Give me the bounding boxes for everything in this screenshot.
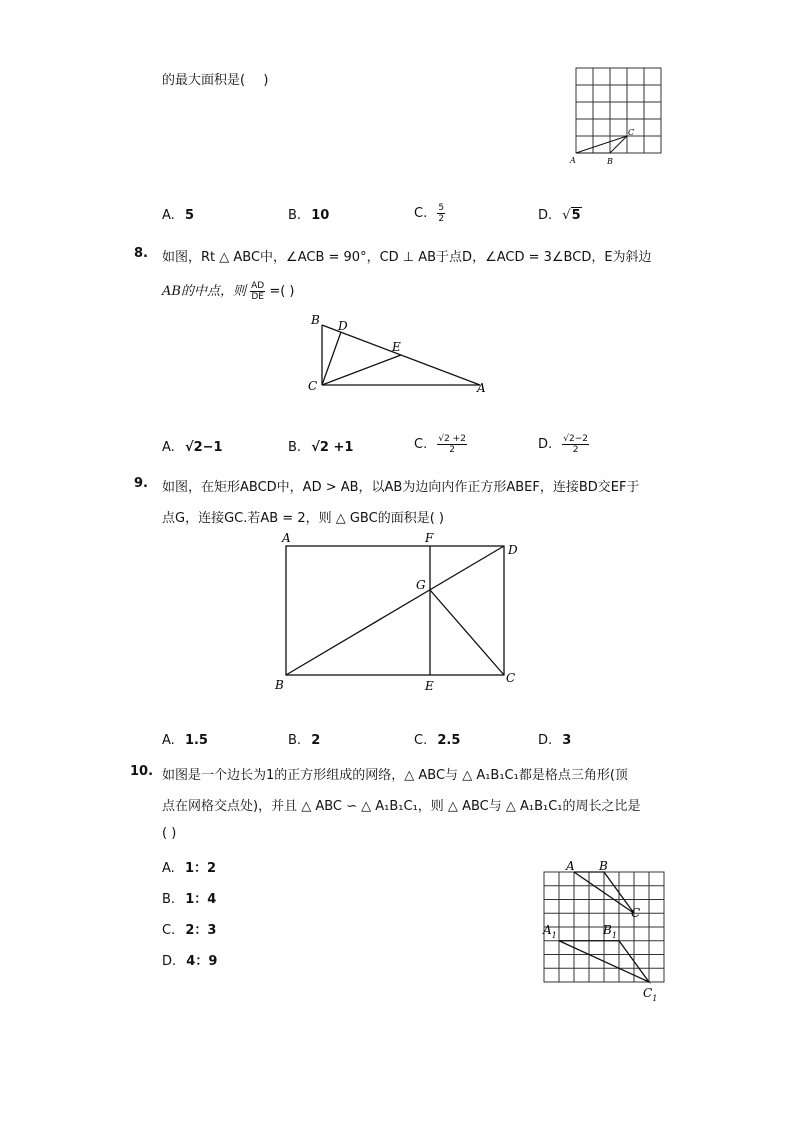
fraction-numerator: 5 (438, 203, 445, 213)
q10-label-c: C (631, 906, 641, 920)
fraction-denominator: DE (251, 292, 264, 302)
q8-number: 8. (134, 246, 148, 261)
option-label: D. (162, 954, 177, 969)
radicand: 5 (571, 208, 581, 223)
option-label: A. (162, 440, 175, 455)
q8-option-a[interactable] (162, 440, 223, 455)
q10-number: 10. (130, 764, 154, 779)
q7-grid-figure (566, 62, 666, 170)
label-letter: B (603, 923, 612, 937)
option-fraction (562, 434, 589, 455)
option-fraction (437, 203, 445, 224)
label-subscript: 1 (652, 994, 658, 1003)
option-label: B. (288, 733, 302, 748)
option-label: D. (538, 437, 553, 452)
label-subscript: 1 (611, 931, 617, 940)
fraction-numerator: √2−2 (563, 434, 589, 444)
q7-label-c: C (628, 128, 635, 137)
q7-label-b: B (607, 157, 613, 166)
option-value: 2：3 (185, 923, 217, 938)
option-label: B. (288, 208, 302, 223)
q10-option-b[interactable] (162, 888, 216, 907)
q7-stem-close: ) (263, 73, 269, 88)
option-value: 5 (184, 208, 194, 223)
q8-label-c: C (308, 379, 318, 393)
option-value: 10 (311, 208, 330, 223)
q10-grid-figure (535, 856, 670, 1006)
option-value: 1.5 (184, 733, 208, 748)
q10-stem-line1: 如图是一个边长为1的正方形组成的网络，△ ABC与 △ A₁B₁C₁都是格点三角形(顶 (162, 768, 628, 783)
q8-label-a: A (477, 381, 486, 395)
option-label: D. (538, 208, 553, 223)
option-label: A. (162, 861, 175, 876)
q9-label-a: A (282, 531, 291, 545)
option-fraction (437, 434, 467, 455)
q9-option-a[interactable] (162, 733, 208, 748)
fraction-numerator: √2 +2 (438, 434, 466, 444)
q9-label-g: G (416, 578, 426, 592)
q9-label-f: F (425, 531, 434, 545)
q10-label-b: B (599, 859, 608, 873)
label-subscript: 1 (551, 931, 557, 940)
q7-triangle (576, 136, 627, 153)
q8-stem-line1: 如图，Rt △ ABC中，∠ACB = 90°，CD ⊥ AB于点D，∠ACD = 3∠BCD，E为斜边 (162, 250, 652, 265)
q8-triangle-figure (305, 310, 495, 396)
option-value: 2 (311, 733, 321, 748)
label-letter: A (543, 923, 552, 937)
option-value: 2.5 (437, 733, 461, 748)
radical-sign: √ (562, 208, 571, 223)
q7-option-d[interactable] (538, 208, 582, 223)
q7-option-c[interactable] (414, 203, 445, 224)
q9-label-b: B (275, 678, 284, 692)
q8-label-e: E (392, 340, 401, 354)
q8-stem-line2 (162, 280, 295, 302)
q9-label-c: C (506, 671, 516, 685)
fraction-numerator: AD (251, 281, 265, 291)
q10-option-c[interactable] (162, 919, 216, 938)
option-value: 1：4 (185, 892, 217, 907)
option-label: C. (414, 437, 428, 452)
q8-stem-line2-post: =( ) (269, 284, 295, 299)
q7-option-a[interactable] (162, 208, 194, 223)
option-value: 3 (562, 733, 572, 748)
q9-number: 9. (134, 476, 148, 491)
q8-label-b: B (311, 313, 320, 327)
q8-label-d: D (338, 319, 348, 333)
option-label: A. (162, 733, 175, 748)
label-letter: C (643, 986, 653, 1000)
fraction-denominator: 2 (438, 214, 445, 224)
q8-option-d[interactable] (538, 434, 589, 455)
q7-option-b[interactable] (288, 208, 329, 223)
q8-fraction (250, 281, 265, 302)
q9-label-d: D (508, 543, 518, 557)
q9-rectangle-figure (270, 528, 530, 698)
option-label: B. (162, 892, 176, 907)
q9-option-b[interactable] (288, 733, 320, 748)
q10-label-c1 (643, 986, 657, 1003)
q9-stem-line2: 点G，连接GC.若AB = 2，则 △ GBC的面积是( ) (162, 511, 444, 526)
q10-stem-line3: ( ) (162, 826, 177, 841)
q9-label-e: E (425, 679, 434, 693)
option-label: C. (414, 206, 428, 221)
fraction-denominator: 2 (572, 445, 579, 455)
option-value: √2−1 (184, 440, 223, 455)
q7-stem-tail (162, 69, 268, 88)
option-label: D. (538, 733, 553, 748)
q9-option-c[interactable] (414, 733, 460, 748)
q7-stem-text: 的最大面积是( (162, 73, 246, 88)
q10-option-a[interactable] (162, 857, 216, 876)
option-label: C. (162, 923, 176, 938)
q10-option-d[interactable] (162, 950, 217, 969)
q10-label-a: A (566, 859, 575, 873)
q10-stem-line2: 点在网格交点处)，并且 △ ABC ∽ △ A₁B₁C₁，则 △ ABC与 △ A₁B₁C₁的周长之比是 (162, 799, 641, 814)
option-value: √2 +1 (311, 440, 354, 455)
q9-stem-line1: 如图，在矩形ABCD中，AD > AB，以AB为边向内作正方形ABEF，连接BD交EF于 (162, 480, 640, 495)
q7-label-a: A (570, 156, 576, 165)
option-label: C. (414, 733, 428, 748)
option-label: B. (288, 440, 302, 455)
fraction-denominator: 2 (449, 445, 456, 455)
q8-option-c[interactable] (414, 434, 467, 455)
q8-stem-line2-pre: AB的中点，则 (162, 284, 246, 299)
q8-option-b[interactable] (288, 440, 353, 455)
option-label: A. (162, 208, 175, 223)
option-value: 4：9 (186, 954, 218, 969)
q9-option-d[interactable] (538, 733, 571, 748)
option-value: 1：2 (184, 861, 217, 876)
